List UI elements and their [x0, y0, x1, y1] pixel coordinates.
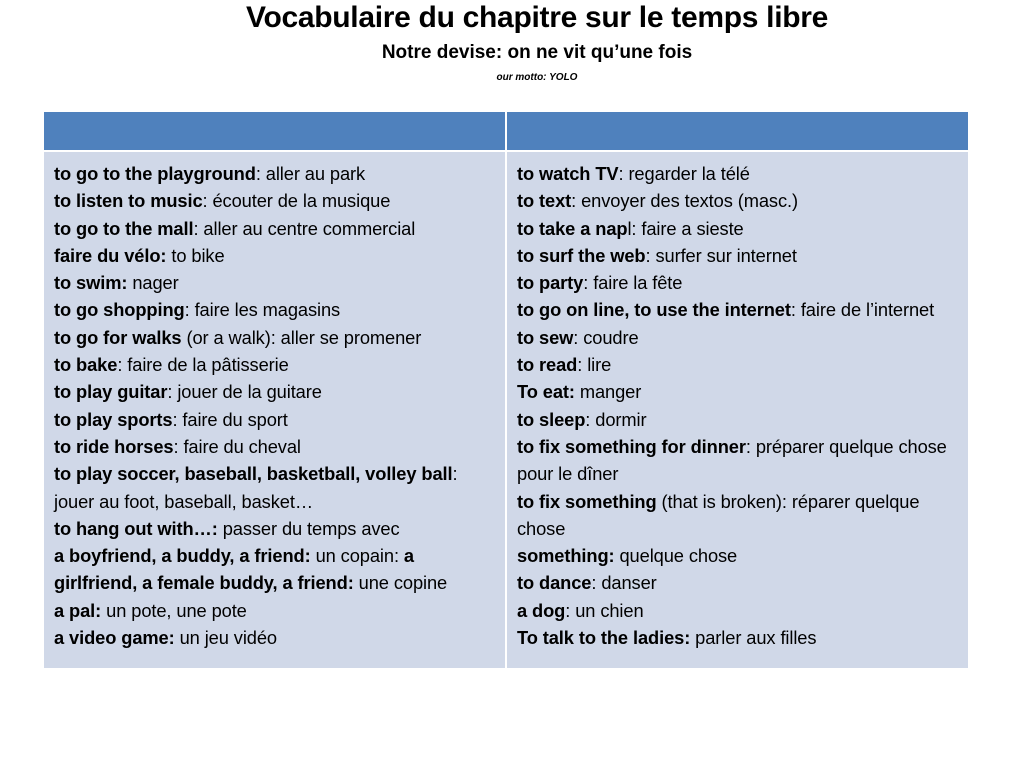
vocab-translation: : danser [591, 572, 657, 594]
vocab-term: to take a nap [517, 217, 628, 239]
vocab-translation: nager [127, 272, 179, 294]
vocab-translation: : aller au park [255, 163, 366, 184]
vocab-translation: (or a walk): aller se promener [181, 326, 422, 348]
vocab-translation: : écouter de la musique [202, 190, 391, 212]
vocab-entry [517, 624, 959, 651]
vocab-translation: : dormir [585, 408, 647, 430]
vocab-translation: : faire de la pâtisserie [117, 354, 289, 376]
vocab-entry [54, 324, 496, 351]
vocab-translation: un copain: [310, 545, 404, 567]
vocab-translation: to bike [166, 244, 225, 266]
vocab-term: to listen to music [54, 190, 203, 212]
vocab-translation: une copine [353, 572, 448, 594]
vocab-translation: : jouer au foot, baseball, basket… [54, 463, 458, 512]
vocab-entry [517, 324, 959, 351]
vocab-translation: : envoyer des textos (masc.) [571, 190, 798, 212]
vocab-term: a pal: [54, 599, 102, 621]
vocab-term: to text [517, 190, 572, 212]
vocab-term: to go to the playground [54, 163, 256, 184]
vocab-column-left [43, 151, 506, 669]
vocab-term: to swim: [54, 272, 128, 294]
vocab-term: a video game: [54, 627, 175, 649]
table-body-row [43, 151, 969, 669]
vocabulary-table [42, 110, 970, 670]
vocab-term: to go to the mall [54, 217, 194, 239]
vocab-term: a girlfriend, a female buddy, a friend: [54, 545, 414, 594]
vocab-translation: : faire les magasins [184, 299, 341, 321]
vocab-translation: : faire du cheval [173, 435, 301, 457]
vocab-term: a boyfriend, a buddy, a friend: [54, 545, 311, 567]
vocab-term: to read [517, 354, 578, 376]
page-subtitle: Notre devise: on ne vit qu’une fois [381, 42, 693, 63]
vocab-entry [517, 597, 959, 624]
vocab-translation: (that is broken): réparer quelque chose [517, 490, 920, 539]
vocab-term: something: [517, 545, 615, 567]
vocab-term: a dog [517, 599, 566, 621]
vocab-term: to party [517, 272, 584, 294]
vocab-entry [54, 378, 496, 405]
vocab-entry [517, 433, 959, 488]
vocab-term: to ride horses [54, 435, 174, 457]
vocab-entry [54, 242, 496, 269]
vocab-term: to go for walks [54, 326, 182, 348]
vocab-entry [517, 351, 959, 378]
vocab-term: to go on line, to use the internet [517, 299, 791, 321]
vocab-entry [54, 515, 496, 542]
page-title: Vocabulaire du chapitre sur le temps libre [245, 1, 829, 34]
vocab-translation: un pote, une pote [101, 599, 247, 621]
vocab-translation: : regarder la télé [618, 163, 750, 184]
vocab-term: To talk to the ladies: [517, 627, 691, 649]
vocab-term: to play soccer, baseball, basketball, volley ball [54, 463, 453, 485]
vocab-translation: passer du temps avec [217, 517, 400, 539]
vocab-translation: : aller au centre commercial [193, 217, 416, 239]
vocab-entry [517, 542, 959, 569]
vocab-entry [54, 296, 496, 323]
vocab-entry [517, 242, 959, 269]
vocab-translation: un jeu vidéo [174, 627, 277, 649]
vocab-translation: : lire [577, 354, 612, 376]
vocab-term: to bake [54, 354, 118, 376]
vocab-term: To eat: [517, 381, 575, 403]
vocab-entry [517, 406, 959, 433]
vocab-entry [54, 433, 496, 460]
vocab-entry [54, 542, 496, 597]
vocab-entry [517, 488, 959, 543]
vocab-translation: : préparer quelque chose pour le dîner [517, 435, 947, 485]
vocab-translation: : coudre [573, 326, 639, 348]
vocab-entry [54, 624, 496, 651]
vocab-translation: : faire du sport [172, 408, 288, 430]
vocab-translation: : faire la fête [583, 272, 683, 294]
vocab-term: to watch TV [517, 163, 619, 184]
vocab-entry [54, 460, 496, 515]
vocab-term: to sew [517, 326, 574, 348]
vocab-term: to sleep [517, 408, 586, 430]
table-header-row [43, 111, 969, 151]
vocab-term: to surf the web [517, 244, 646, 266]
vocab-term: to go shopping [54, 299, 185, 321]
vocab-entry [54, 269, 496, 296]
vocab-translation: parler aux filles [690, 627, 817, 649]
vocab-term: to fix something [517, 490, 657, 512]
vocab-translation: quelque chose [614, 545, 738, 567]
vocab-entry [517, 269, 959, 296]
vocab-term: to dance [517, 572, 592, 594]
vocab-entry [54, 160, 496, 187]
vocab-term: to play sports [54, 408, 173, 430]
vocab-entry [54, 597, 496, 624]
vocab-entry [517, 569, 959, 596]
vocab-entry [517, 215, 959, 242]
vocab-entry [54, 351, 496, 378]
vocab-term: faire du vélo: [54, 244, 167, 266]
vocab-entry [517, 378, 959, 405]
vocab-term: to fix something for dinner [517, 435, 746, 457]
vocab-translation: l: faire a sieste [627, 217, 744, 239]
vocab-entry [54, 215, 496, 242]
table-header-cell-left [43, 111, 506, 151]
vocab-translation: : faire de l’internet [790, 299, 935, 321]
vocab-translation: : surfer sur internet [645, 244, 797, 266]
vocab-entry [54, 406, 496, 433]
vocab-translation: manger [574, 381, 642, 403]
vocab-term: to play guitar [54, 381, 168, 403]
vocab-translation: : jouer de la guitare [167, 381, 322, 403]
vocab-translation: : un chien [565, 599, 644, 621]
vocab-entry [517, 187, 959, 214]
vocab-entry [517, 160, 959, 187]
vocab-term: to hang out with…: [54, 517, 218, 539]
motto-caption: our motto: YOLO [496, 72, 578, 83]
vocab-column-right [506, 151, 969, 669]
vocab-entry [54, 187, 496, 214]
vocab-entry [517, 296, 959, 323]
table-header-cell-right [506, 111, 969, 151]
